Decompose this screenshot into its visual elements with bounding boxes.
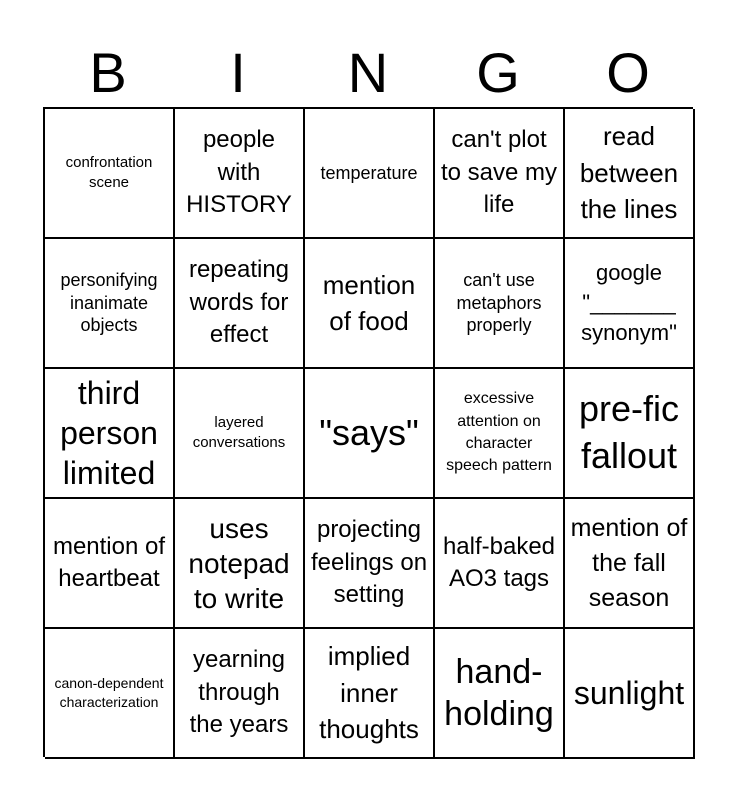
bingo-cell[interactable]: third person limited: [45, 369, 175, 499]
header-letter-g: G: [476, 41, 520, 104]
bingo-grid: [43, 107, 693, 757]
bingo-cell[interactable]: implied inner thoughts: [305, 629, 435, 759]
header-letter-i: I: [230, 41, 246, 104]
header-letter-n: N: [347, 41, 389, 104]
header-letter-o: O: [606, 41, 650, 104]
header-letter-b: B: [89, 41, 127, 104]
bingo-cell[interactable]: temperature: [305, 109, 435, 239]
bingo-cell[interactable]: google "_______ synonym": [565, 239, 695, 369]
bingo-cell[interactable]: "says": [305, 369, 435, 499]
bingo-cell[interactable]: hand-holding: [435, 629, 565, 759]
bingo-cell[interactable]: uses notepad to write: [175, 499, 305, 629]
bingo-cell[interactable]: can't use metaphors properly: [435, 239, 565, 369]
bingo-cell[interactable]: pre-fic fallout: [565, 369, 695, 499]
bingo-header: [43, 40, 693, 106]
bingo-cell[interactable]: confrontation scene: [45, 109, 175, 239]
bingo-cell[interactable]: mention of heartbeat: [45, 499, 175, 629]
bingo-cell[interactable]: yearning through the years: [175, 629, 305, 759]
bingo-cell[interactable]: read between the lines: [565, 109, 695, 239]
bingo-cell[interactable]: sunlight: [565, 629, 695, 759]
bingo-cell[interactable]: canon-dependent characterization: [45, 629, 175, 759]
bingo-cell[interactable]: projecting feelings on setting: [305, 499, 435, 629]
bingo-cell[interactable]: mention of food: [305, 239, 435, 369]
bingo-cell[interactable]: people with HISTORY: [175, 109, 305, 239]
bingo-cell[interactable]: mention of the fall season: [565, 499, 695, 629]
bingo-cell[interactable]: layered conversations: [175, 369, 305, 499]
bingo-cell[interactable]: personifying inanimate objects: [45, 239, 175, 369]
bingo-cell[interactable]: excessive attention on character speech pattern: [435, 369, 565, 499]
bingo-cell[interactable]: can't plot to save my life: [435, 109, 565, 239]
bingo-cell[interactable]: half-baked AO3 tags: [435, 499, 565, 629]
bingo-cell[interactable]: repeating words for effect: [175, 239, 305, 369]
